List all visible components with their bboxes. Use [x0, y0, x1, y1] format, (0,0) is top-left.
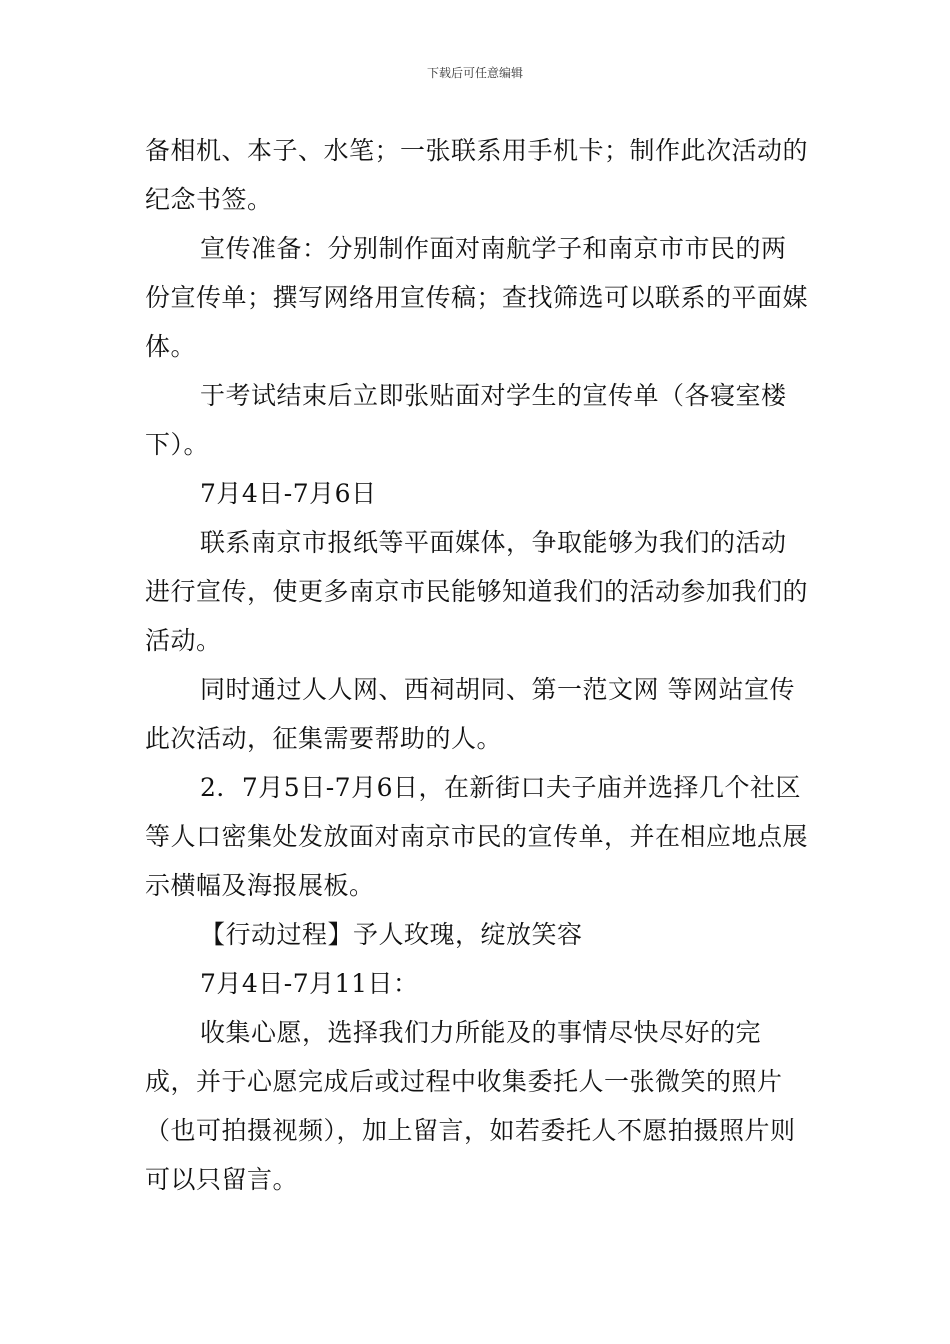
paragraph-contact-media: 联系南京市报纸等平面媒体，争取能够为我们的活动进行宣传，使更多南京市民能够知道我们的活动参加我们的活动。 — [145, 528, 809, 655]
paragraph-street-flyers: 2．7月5日-7月6日，在新街口夫子庙并选择几个社区等人口密集处发放面对南京市民的宣传单，并在相应地点展示横幅及海报展板。 — [145, 773, 809, 900]
paragraph-date-range-2: 7月4日-7月11日： — [200, 969, 419, 998]
paragraph-posting-flyers: 于考试结束后立即张贴面对学生的宣传单（各寝室楼下）。 — [145, 381, 787, 459]
paragraph-equipment: 备相机、本子、水笔；一张联系用手机卡；制作此次活动的纪念书签。 — [145, 136, 809, 214]
paragraph-date-range-1: 7月4日-7月6日 — [200, 479, 377, 508]
document-body — [145, 126, 810, 1204]
paragraph-collect-wishes: 收集心愿，选择我们力所能及的事情尽快尽好的完成，并于心愿完成后或过程中收集委托人一张微笑的照片（也可拍摄视频），加上留言，如若委托人不愿拍摄照片则可以只留言。 — [145, 1018, 796, 1194]
paragraph-online-publicity: 同时通过人人网、西祠胡同、第一范文网 等网站宣传此次活动，征集需要帮助的人。 — [145, 675, 795, 753]
page-header: 下载后可任意编辑 — [426, 66, 523, 80]
paragraph-publicity-prep: 宣传准备：分别制作面对南航学子和南京市市民的两份宣传单；撰写网络用宣传稿；查找筛选可以联系的平面媒体。 — [145, 234, 809, 361]
section-heading-action-process: 【行动过程】予人玫瑰，绽放笑容 — [200, 920, 583, 949]
